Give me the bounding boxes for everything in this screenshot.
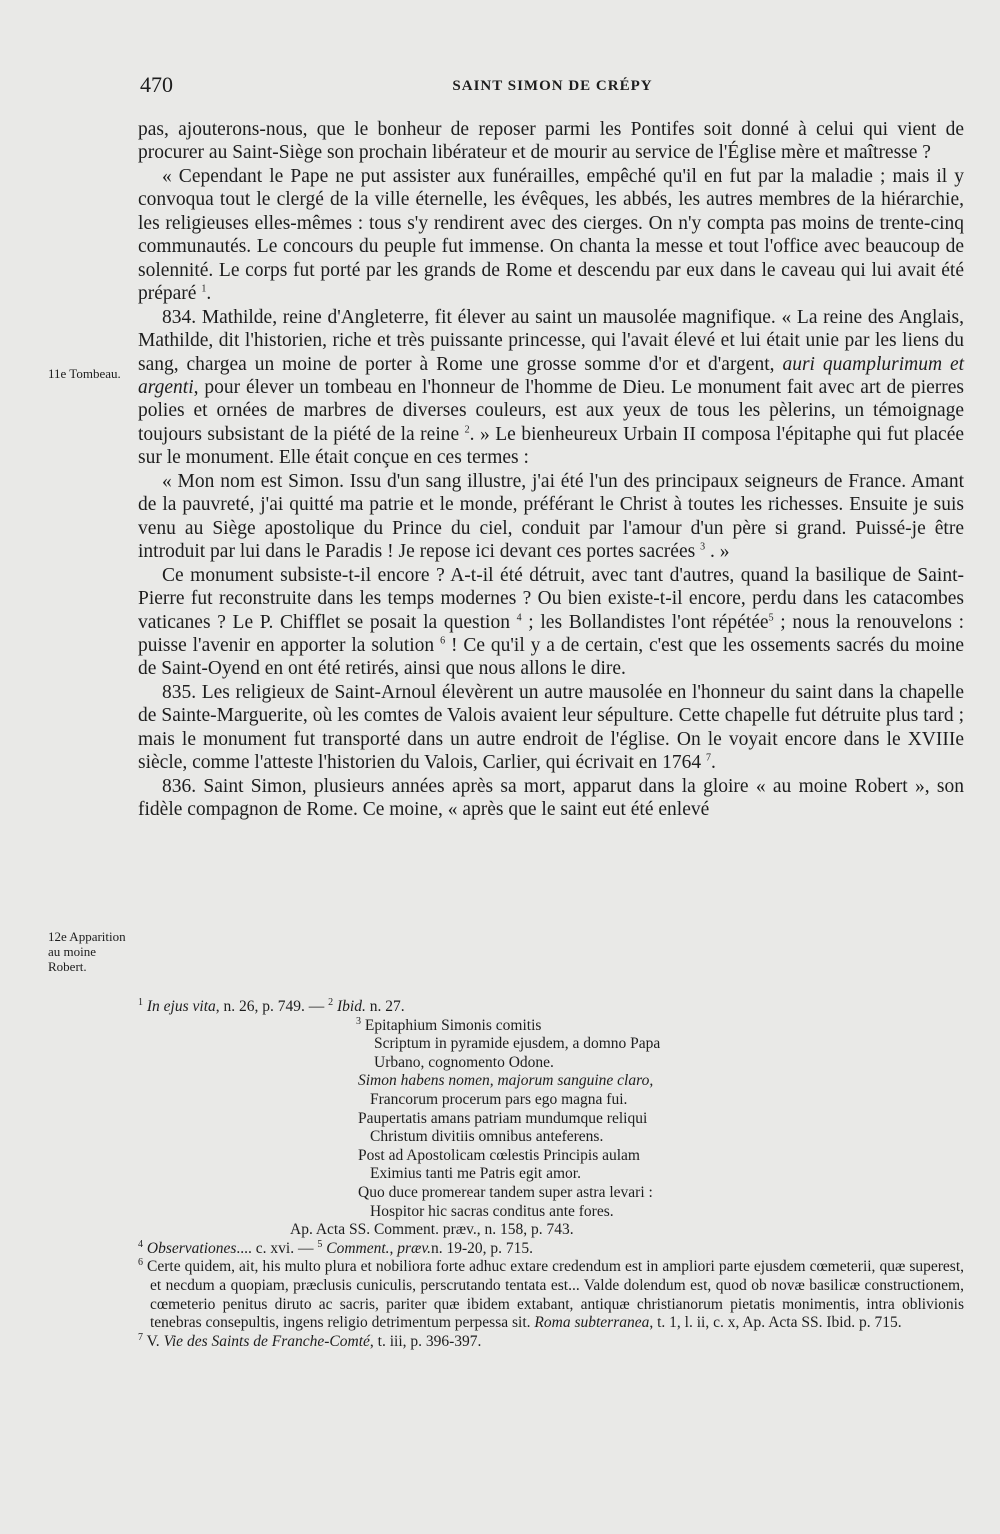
footnote-ref: 4 (516, 612, 522, 624)
paragraph: « Cependant le Pape ne put assister aux funérailles, empêché qu'il en fut par la maladie ; mais il y convoqua tout le clergé de la ville éternelle, les évêques, les abbés, les autres membres de la hiérarchie, les religieuses elles-mêmes : tous s'y rendirent avec des cierges. On n'y compta pas moins de trente-cinq communautés. Le concours du peuple fut immense. On chanta la messe et tout l'office avec beaucoup de solennité. Le corps fut porté par les grands de Rome et descendu par eux dans le caveau qui lui avait été préparé $^1$. (138, 165, 964, 305)
footnote-ref: 2 (464, 424, 470, 436)
latin-quote: auri quamplurimum et argenti (138, 353, 965, 398)
footnote-6: $^6$ Certe quidem, ait, his multo plura et nobiliora forte adhuc extare credendum est in ampliori parte ejusdem cœmeterii, quæ superest, et necdum a quopiam, præclusis cuniculis, perscrutando tentata est... Valde dolendum est, quod ob novæ basilicæ constructionem, cœmeterio penitus diruto ac sacris, pariter quæ ibidem extabant, antiquæ christianorum pietatis monimentis, intra oblivionis tenebras consepultis, ingens religio detrimentum perpessa sit. Roma subterranea, t. 1, l. ii, c. x, Ap. Acta SS. Ibid. p. 715. (138, 1257, 965, 1332)
footnote-7: $^7$ V. Vie des Saints de Franche-Comté, t. iii, p. 396-397. (138, 1331, 482, 1350)
paragraph-836: 836. Saint Simon, plusieurs années après sa mort, apparut dans la gloire « au moine Robert », son fidèle compagnon de Rome. Ce moine, « après que le saint eut été enlevé (138, 775, 964, 821)
footnote-ref: 5 (768, 612, 774, 624)
main-text (138, 118, 964, 822)
footnote-4-5: $^4$ Observationes.... c. xvi. — $^5$ Comment., præv.n. 19-20, p. 715. (138, 1238, 534, 1257)
paragraph: Ce monument subsiste-t-il encore ? A-t-il été détruit, avec tant d'autres, quand la basilique de Saint-Pierre fut reconstruite dans les temps modernes ? Ou bien existe-t-il encore, perdu dans les catacombes vaticanes ? Le P. Chifflet se posait la question $^4$ ; les Bollandistes l'ont répétée$^5$ ; nous la renouvelons : puisse l'avenir en apporter la solution $^6$ ! Ce qu'il y a de certain, c'est que les ossements sacrés du moine de Saint-Oyend en ont été retirés, ainsi que nous allons le dire. (138, 564, 965, 680)
footnote-ref: 3 (700, 541, 706, 553)
running-title: SAINT SIMON DE CRÉPY (452, 78, 653, 94)
paragraph-835: 835. Les religieux de Saint-Arnoul élevèrent un autre mausolée en l'honneur du saint dans la chapelle de Sainte-Marguerite, où les comtes de Valois avaient leur sépulture. Cette chapelle fut détruite plus tard ; mais le monument fut transporté dans un autre endroit de l'église. On le voyait encore dans le XVIIIe siècle, comme l'atteste l'historien du Valois, Carlier, qui écrivait en 1764 $^7$. (138, 681, 964, 774)
footnotes (138, 998, 964, 1351)
margin-note-apparition: 12e Apparition au moine Robert. (48, 929, 126, 974)
paragraph-834: 834. Mathilde, reine d'Angleterre, fit élever au saint un mausolée magnifique. « La reine des Anglais, Mathilde, dit l'historien, riche et très puissante princesse, qui l'avait élevé et lui était unie par les liens du sang, chargea un moine de porter à Rome une grosse somme d'or et d'argent, auri quamplurimum et argenti, pour élever un tombeau en l'honneur de l'homme de Dieu. Le monument fait avec art de pierres polies et ornées de marbres de diverses couleurs, est aux yeux de tous les pèlerins, un témoignage toujours subsistant de la piété de la reine $^2$. » Le bienheureux Urbain II composa l'épitaphe qui fut placée sur le monument. Elle était conçue en ces termes : (138, 306, 965, 469)
margin-note-tombeau: 11e Tombeau. (48, 366, 121, 381)
footnote-3-epitaph: $^3$ Epitaphium Simonis comitis Scriptum in pyramide ejusdem, a domno Papa Urbano, cognomento Odone. Simon habens nomen, majorum sanguine claro, Francorum procerum pars ego magna fui. Paupertatis amans patriam mundumque reliqui Christum divitiis omnibus anteferens. Post ad Apostolicam cœlestis Principis aulam Eximius tanti me Patris egit amor. Quo duce promerear tandem super astra levari : Hospitor hic sacras conditus ante fores. Ap. Acta SS. Comment. præv., n. 158, p. 743. (290, 1015, 661, 1239)
running-header (140, 72, 965, 102)
footnote-ref: 1 (201, 283, 207, 295)
footnote-ref: 6 (440, 635, 446, 647)
footnote-ref: 7 (706, 752, 711, 764)
paragraph: pas, ajouterons-nous, que le bonheur de reposer parmi les Pontifes soit donné à celui qui vient de procurer au Saint-Siège son prochain libérateur et de mourir au service de l'Église mère et maîtresse ? (138, 119, 964, 164)
paragraph-epitaph: « Mon nom est Simon. Issu d'un sang illustre, j'ai été l'un des principaux seigneurs de France. Amant de la pauvreté, j'ai quitté ma patrie et le monde, préférant le Christ à toutes les richesses. Ensuite je suis venu au Siège apostolique du Prince du ciel, conduit par l'amour d'un père si grand. Puissé-je être introduit par lui dans le Paradis ! Je repose ici devant ces portes sacrées $^3$ . » (138, 470, 964, 563)
page-number: 470 (140, 72, 173, 97)
footnote-1-2: $^1$ In ejus vita, n. 26, p. 749. — $^2$ Ibid. n. 27. (138, 996, 405, 1015)
